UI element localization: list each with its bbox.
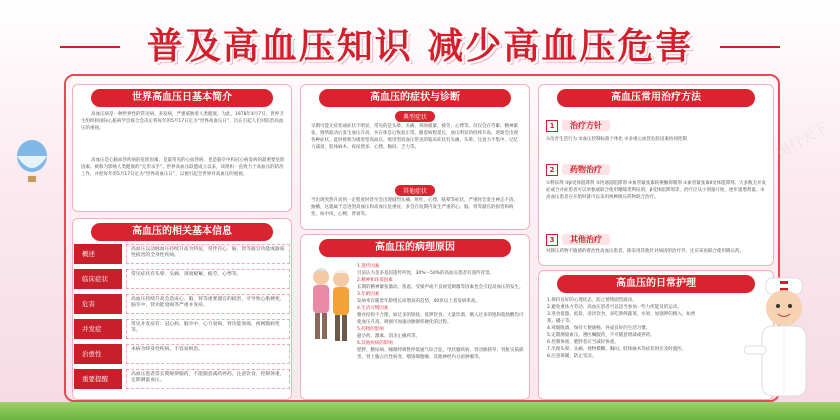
cause-item-text: 目前认为是多基因遗传所致，30%～50%的高血压患者有遗传背景。 xyxy=(357,271,495,276)
drug-treatment-head xyxy=(546,164,610,176)
care-item: 7.出现头晕、头痛、视物模糊、胸闷、肢体麻木等症状时应及时就医。 xyxy=(547,347,687,352)
grass-ground xyxy=(0,402,840,420)
treatment-number: 3 xyxy=(546,234,558,246)
symptom-title: 高血压的症状与诊断 xyxy=(319,89,511,107)
watermark: 图行天下 xyxy=(774,119,831,162)
cause-item-title: 5.药物的影响 xyxy=(357,327,384,332)
intro-title: 世界高血压日基本简介 xyxy=(91,89,273,107)
info-text: 本病为终身性疾病，不容易根治。 xyxy=(126,344,290,364)
other-symptoms-badge: 其他症状 xyxy=(395,185,435,196)
other-symptoms-text: 当出现突然升高到一定程度时甚至会出现剧烈头痛、呕吐、心悸、眩晕等症状，严重时会发生神志不清、抽搐，这就属于急进型高血压和高血压危重症，多会在短期内发生严重的心、脑、肾等器官的损害和病变，如中风、心梗、肾衰等。 xyxy=(311,198,518,217)
info-label: 并发症 xyxy=(74,319,122,339)
cause-list xyxy=(357,263,525,361)
info-label: 危害 xyxy=(74,294,122,314)
treatment-number: 2 xyxy=(546,164,558,176)
treatment-policy-head xyxy=(546,120,610,132)
cause-item-text: 膳食结构不合理，如过多的钠盐、低钾饮食、大量饮酒、摄入过多的饱和脂肪酸均可使血压升高。吸烟可加速动脉粥样硬化的过程。 xyxy=(357,313,524,325)
care-item: 1.保持良好的心理状态，防止情绪剧烈波动。 xyxy=(547,298,637,303)
doctor-illustration-icon xyxy=(744,276,824,406)
info-label: 临床症状 xyxy=(74,269,122,289)
treatment-title: 高血压常用治疗方法 xyxy=(557,89,755,107)
info-row-reminder xyxy=(74,369,290,391)
intro-para-2: 高血压是心脑血管疾病的危险因素，是最常见的心血管病，也是脑卒中和冠心病发病的最重要危险因素。被称为影响人类健康的“无形杀手”。世界高血压联盟成立以来，该组织一直致力于高血压的防治工作，并把每年的5月17日定为“世界高血压日”，以便引起全世界对高血压的重视。 xyxy=(81,158,285,177)
treatment-policy-text: ①改善生活行为 ②血压控制标准个体化 ③多重心血管危险因素协同控制 xyxy=(546,137,687,142)
cause-item-title: 4.生活习惯因素 xyxy=(357,306,389,311)
care-item: 3.进食低脂、低盐、清淡饮食，多吃新鲜蔬菜、水果，加强钾的摄入，如香蕉、橘子等。 xyxy=(547,312,696,324)
hot-air-balloon-icon xyxy=(14,140,50,186)
intro-panel xyxy=(72,84,292,212)
cause-item-title: 3.年龄因素 xyxy=(357,292,380,297)
drug-treatment-text: ①利尿剂 ②β受体阻滞剂 ③钙通道阻滞剂 ④血管紧张素转换酶抑制剂 ⑤血管紧张素Ⅱ受体阻滞剂。大多数无并发症或合并症患者可以单独或联合使用噻嗪类利尿剂、β受体阻滞剂等，治疗应从小剂量开始，逐步递增剂量。②高血压患者在开始时就可以采用两种降压药物联合治疗。 xyxy=(546,181,766,200)
info-text: 常见并发症有：冠心病、脑卒中、心力衰竭、肾功能衰竭、视网膜病变等。 xyxy=(126,319,290,339)
care-item: 6.控制体重，肥胖者应当减轻体重。 xyxy=(547,340,619,345)
info-text: 高血压患者需长期规律服药，不能随意减药停药。注意饮食、控制体重，定期测量血压。 xyxy=(126,369,290,389)
care-panel xyxy=(538,270,774,400)
info-label: 治愈性 xyxy=(74,344,122,364)
page-title: 普及高血压知识 减少高血压危害 xyxy=(146,26,694,67)
info-text: 高血压持续升高会造成心、脑、肾等重要器官的损害，可导致心肌梗死、脑卒中、肾功能衰竭等严重并发症。 xyxy=(126,294,290,314)
info-text: 高血压以动脉血压持续升高为特征，常伴有心、脑、肾等器官功能或器质性损害的全身性疾病。 xyxy=(126,244,290,264)
info-label: 概述 xyxy=(74,244,122,264)
info-row-symptoms xyxy=(74,269,290,291)
other-treatment-text: 对降压药物不敏感的难治性高血压患者，除采用其他针对病因的治疗外，还应该再联合使用降压药。 xyxy=(546,249,744,254)
care-title: 高血压的日常护理 xyxy=(557,275,755,293)
care-item: 5.定期测量血压，遵医嘱服药，不可随意增减或停药。 xyxy=(547,333,655,338)
info-row-complications xyxy=(74,319,290,341)
cause-item-title: 6.其他疾病的影响 xyxy=(357,341,393,346)
cause-item-text: 长期的精神紧张激动、焦虑、受噪声或不良视觉刺激等因素也会引起高血压的发生。 xyxy=(357,285,524,290)
info-row-curability xyxy=(74,344,290,366)
title-left-rule xyxy=(60,46,120,48)
other-treatment-head xyxy=(546,234,610,246)
care-item: 4.戒烟限酒，保持大便通畅，养成良好的生活习惯。 xyxy=(547,326,651,331)
elderly-couple-icon xyxy=(305,265,355,355)
treatment-head-label: 药物治疗 xyxy=(562,164,610,175)
care-list xyxy=(547,297,697,360)
cause-item-title: 1.遗传因素 xyxy=(357,264,380,269)
title-right-rule xyxy=(720,46,780,48)
info-text: 常见症状有头晕、头痛、颈项板紧、疲劳、心悸等。 xyxy=(126,269,290,289)
care-item: 8.注意保暖，防止受凉。 xyxy=(547,354,597,359)
typical-symptoms-badge: 典型症状 xyxy=(395,111,435,122)
typical-symptoms-text: 早期可能无症状或症状不明显，常见的是头晕、头痛、颈项板紧、疲劳、心悸等。仅仅会在劳累、精神紧张、情绪波动后发生血压升高，并在休息后恢复正常。随着病程延长，血压明显的持续升高，逐渐会出现各种症状。此时被称为缓进型高血压。缓进型高血压常见的临床症状有头痛、头晕、注意力不集中、记忆力减退、肢体麻木、夜尿增多、心悸、胸闷、乏力等。 xyxy=(311,124,518,150)
info-title: 高血压的相关基本信息 xyxy=(91,223,273,241)
symptom-panel xyxy=(300,84,530,230)
info-row-harm xyxy=(74,294,290,316)
info-label: 重要提醒 xyxy=(74,369,122,389)
treatment-head-label: 治疗方针 xyxy=(562,120,610,131)
cause-item-title: 2.精神和环境因素 xyxy=(357,278,393,283)
treatment-number: 1 xyxy=(546,120,558,132)
hero-banner xyxy=(0,18,840,78)
cause-item-text: 肥胖、糖尿病、睡眠呼吸暂停低通气综合征、甲状腺疾病、肾动脉狭窄、肾脏实质损害、肾上腺占位性病变、嗜铬细胞瘤、其他神经内分泌肿瘤等。 xyxy=(357,348,524,360)
intro-para-1: 高血压病是一种世界性的常见病、多发病，严重威胁着人类健康。为此，1978年4月7日，世界卫生组织和国际心脏病学会联合会决定将每年的5月17日定为“世界高血压日”，旨在引起人们对防治高血压的重视。 xyxy=(81,112,284,131)
cause-title: 高血压的病理原因 xyxy=(319,239,511,257)
cause-item-text: 发病率有随着年龄增长而增高的趋势，40岁以上者发病率高。 xyxy=(357,299,480,304)
treatment-head-label: 其他治疗 xyxy=(562,234,610,245)
care-item: 2.避免重体力劳动，高血压患者可以适当参加一些力所能及的运动。 xyxy=(547,305,682,310)
cause-panel xyxy=(300,234,530,400)
info-row-overview xyxy=(74,244,290,266)
cause-item-text: 避孕药、激素、消炎止痛药等。 xyxy=(357,334,420,339)
